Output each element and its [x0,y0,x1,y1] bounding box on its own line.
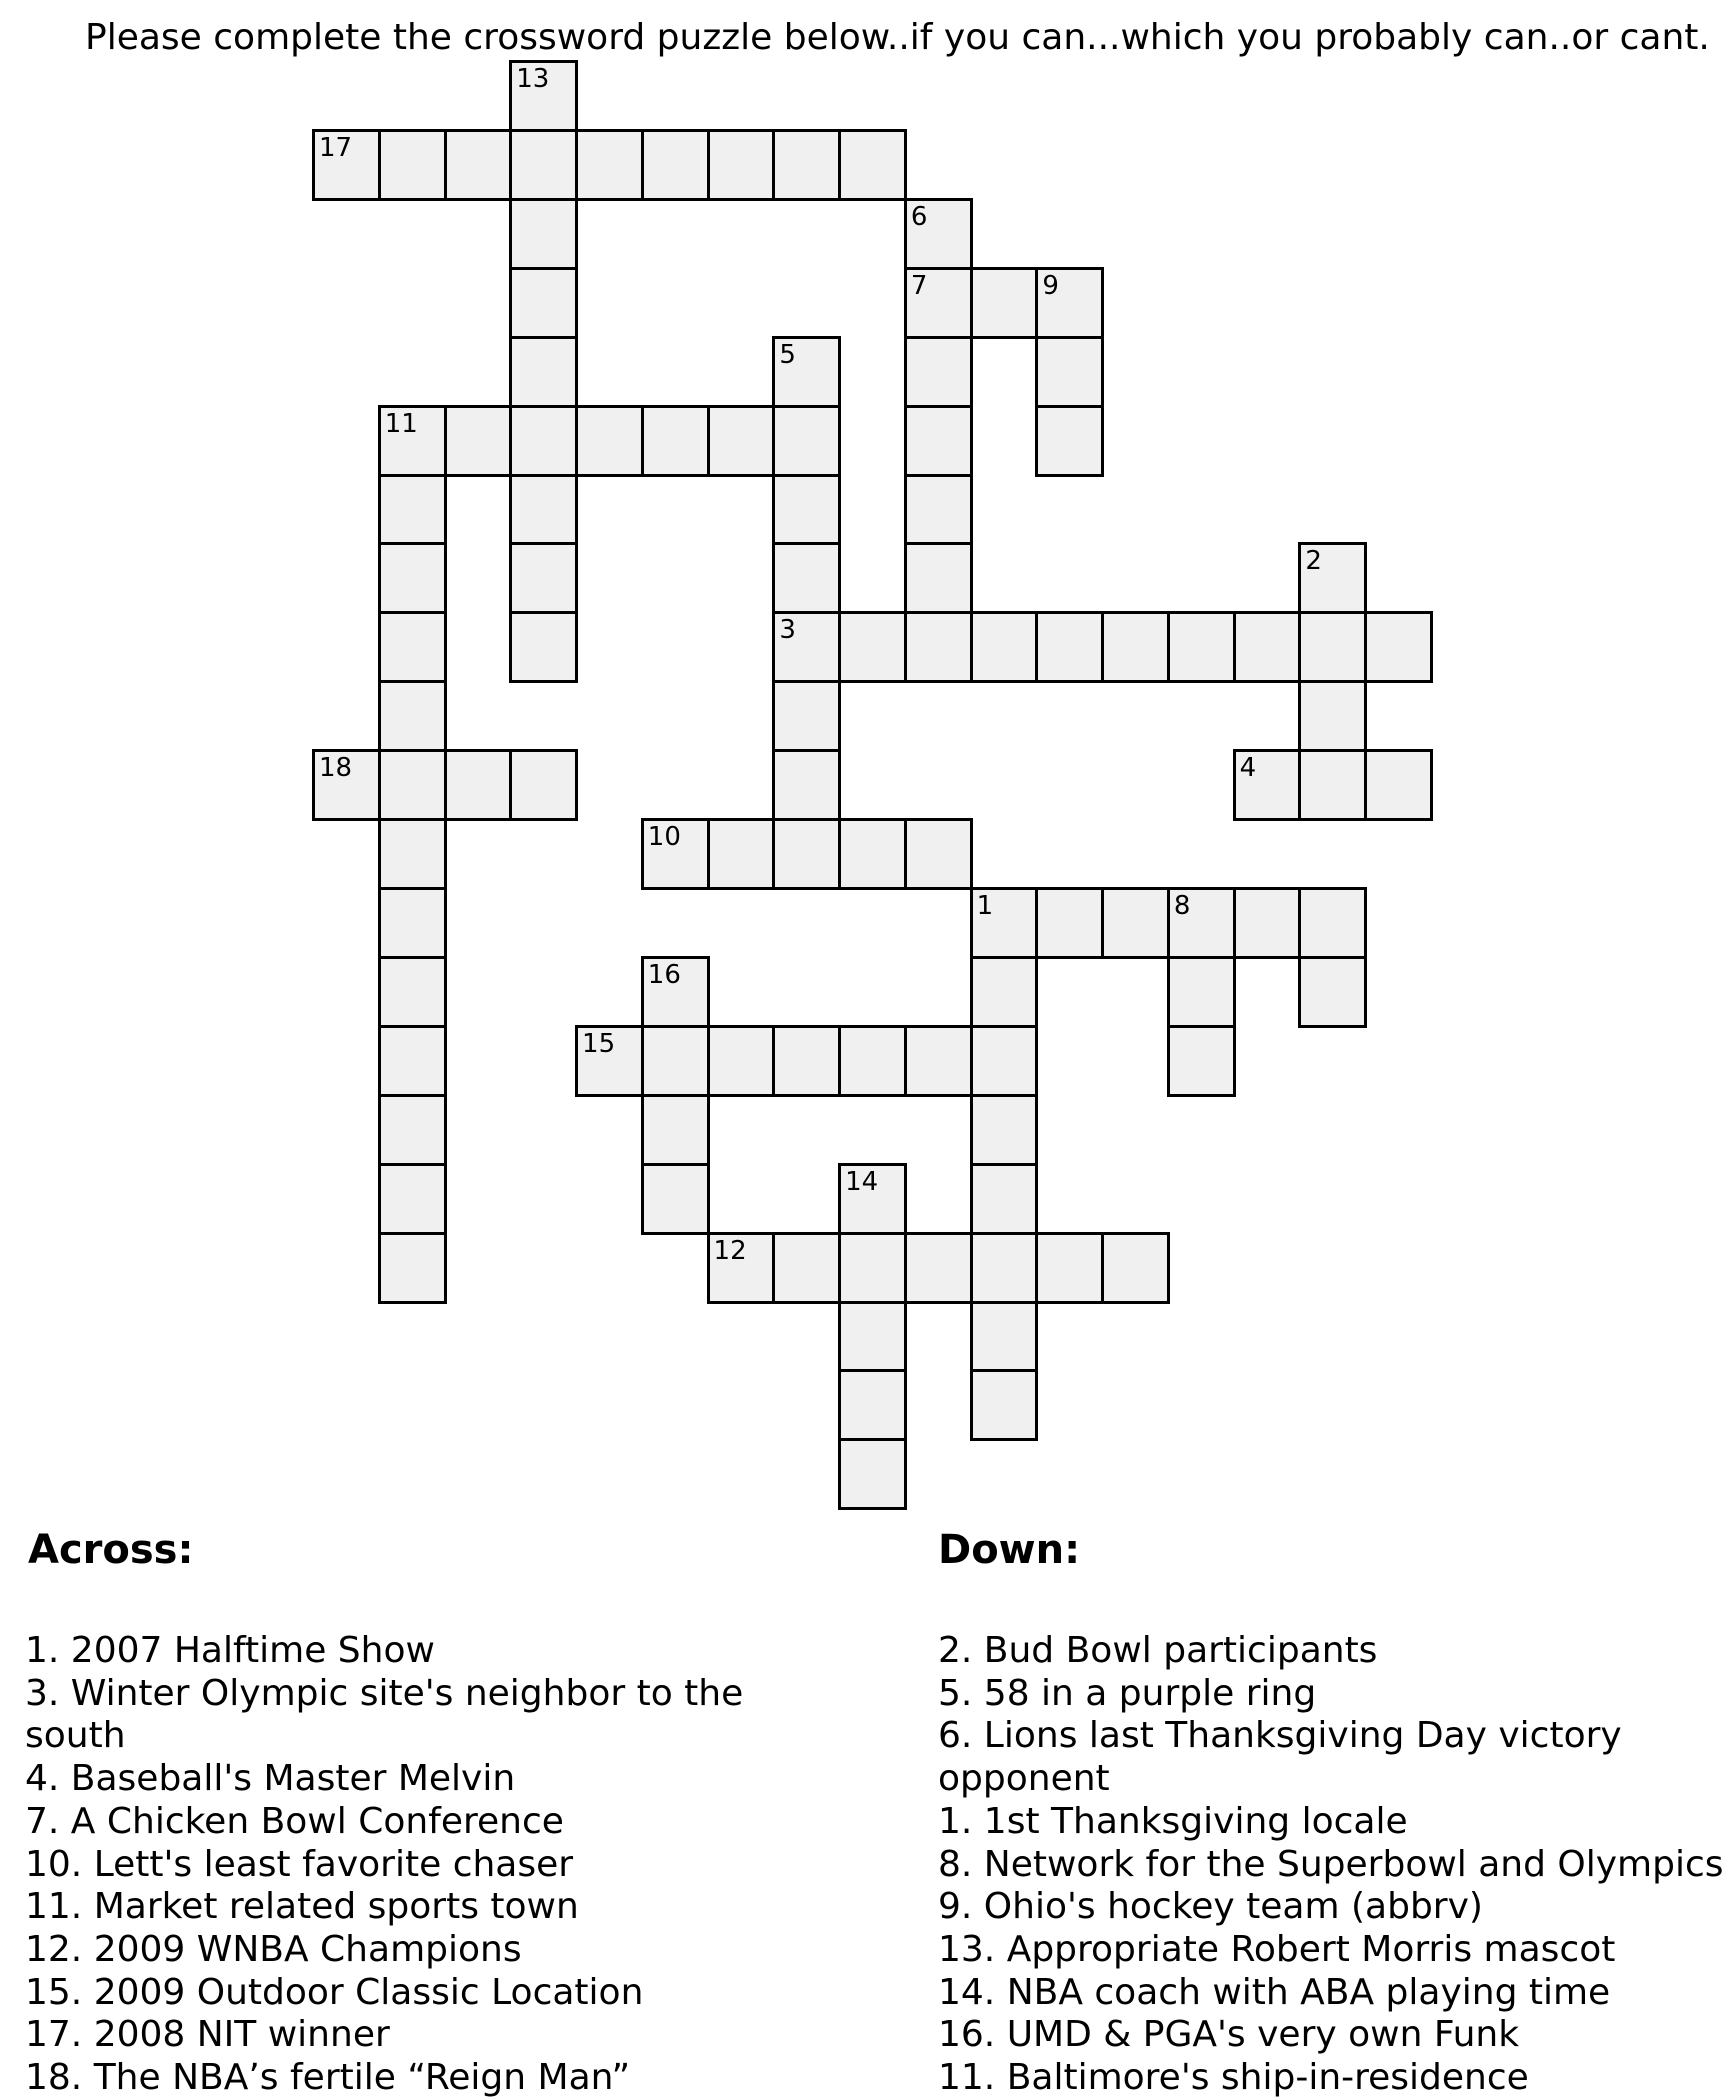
grid-cell[interactable] [772,1025,841,1097]
grid-cell[interactable] [378,956,447,1028]
grid-cell[interactable] [707,1025,776,1097]
grid-cell[interactable] [1101,611,1170,683]
cell-number: 10 [647,822,681,853]
cell-number: 1 [976,891,994,922]
down-clue-list [938,1630,1731,2100]
grid-cell[interactable] [838,818,907,890]
grid-cell[interactable] [641,1163,710,1235]
grid-cell[interactable] [378,887,447,959]
grid-cell[interactable] [772,611,841,683]
grid-cell[interactable] [838,1438,907,1510]
down-clue: 16. UMD & PGA's very own Funk [938,2014,1520,2056]
grid-cell[interactable] [378,680,447,752]
across-clue: 1. 2007 Halftime Show [25,1630,435,1671]
grid-cell[interactable] [444,129,513,201]
grid-cell[interactable] [1167,887,1236,959]
across-clue: 12. 2009 WNBA Champions [25,1928,522,1970]
grid-cell[interactable] [1233,887,1302,959]
cell-number: 9 [1042,270,1059,301]
grid-cell[interactable] [1167,611,1236,683]
grid-cell[interactable] [772,1232,841,1304]
grid-cell[interactable] [904,405,973,477]
down-clue: 8. Network for the Superbowl and Olympics [938,1843,1724,1885]
grid-cell[interactable] [1233,611,1302,683]
cell-number: 4 [1239,753,1257,784]
grid-cell[interactable] [509,542,578,614]
grid-cell[interactable] [707,405,776,477]
grid-cell[interactable] [378,474,447,546]
grid-cell[interactable] [838,1232,907,1304]
grid-cell[interactable] [772,336,841,408]
grid-cell[interactable] [1364,611,1433,683]
grid-cell[interactable] [707,129,776,201]
grid-cell[interactable] [970,956,1039,1028]
down-clue: 11. Baltimore's ship-in-residence [938,2057,1529,2099]
down-clue: 1. 1st Thanksgiving locale [938,1800,1408,1842]
grid-cell[interactable] [904,474,973,546]
grid-cell[interactable] [378,129,447,201]
grid-cell[interactable] [1101,1232,1170,1304]
grid-cell[interactable] [641,956,710,1028]
grid-cell[interactable] [575,1025,644,1097]
cell-number: 5 [779,339,796,370]
grid-cell[interactable] [970,1025,1039,1097]
across-clue: 11. Market related sports town [25,1886,579,1928]
grid-cell[interactable] [509,129,578,201]
across-clue: 4. Baseball's Master Melvin [25,1758,516,1800]
cell-number: 17 [319,132,353,163]
grid-cell[interactable] [904,611,973,683]
grid-cell[interactable] [838,129,907,201]
across-clue: 3. Winter Olympic site's neighbor to the south [25,1672,744,1757]
grid-cell[interactable] [838,1301,907,1373]
cell-number: 3 [779,615,796,646]
grid-cell[interactable] [970,1301,1039,1373]
grid-cell[interactable] [904,1025,973,1097]
grid-cell[interactable] [1298,611,1367,683]
cell-number: 6 [910,201,928,232]
cell-number: 12 [713,1235,747,1266]
grid-cell[interactable] [509,474,578,546]
grid-cell[interactable] [575,405,644,477]
cell-number: 16 [647,959,681,990]
grid-cell[interactable] [378,1163,447,1235]
grid-cell[interactable] [838,1369,907,1441]
grid-cell[interactable] [1035,405,1104,477]
cell-number: 2 [1305,546,1322,577]
grid-cell[interactable] [1035,336,1104,408]
puzzle-title: Please complete the crossword puzzle below..if you can...which you probably can..or cant. [85,17,1710,58]
grid-cell[interactable] [312,129,381,201]
grid-cell[interactable] [707,1232,776,1304]
grid-cell[interactable] [378,818,447,890]
across-clue: 17. 2008 NIT winner [25,2014,390,2056]
down-heading: Down: [938,1527,1081,1573]
grid-cell[interactable] [904,336,973,408]
down-clue: 13. Appropriate Robert Morris mascot [938,1928,1616,1970]
grid-cell[interactable] [312,749,381,821]
grid-cell[interactable] [1167,956,1236,1028]
grid-cell[interactable] [509,611,578,683]
grid-cell[interactable] [1035,1232,1104,1304]
grid-cell[interactable] [641,1025,710,1097]
grid-cell[interactable] [904,1232,973,1304]
grid-cell[interactable] [444,749,513,821]
grid-cell[interactable] [378,542,447,614]
grid-cell[interactable] [838,1025,907,1097]
cell-number: 15 [582,1028,616,1059]
grid-cell[interactable] [707,818,776,890]
grid-cell[interactable] [772,542,841,614]
grid-cell[interactable] [509,336,578,408]
across-clue: 7. A Chicken Bowl Conference [25,1800,564,1842]
grid-cell[interactable] [1298,680,1367,752]
across-clue: 10. Lett's least favorite chaser [25,1843,574,1885]
cell-number: 7 [910,270,928,301]
grid-cell[interactable] [509,267,578,339]
grid-cell[interactable] [970,267,1039,339]
grid-cell[interactable] [1035,887,1104,959]
cell-number: 8 [1173,891,1191,922]
grid-cell[interactable] [772,680,841,752]
grid-cell[interactable] [772,749,841,821]
grid-cell[interactable] [970,1163,1039,1235]
grid-cell[interactable] [641,1094,710,1166]
grid-cell[interactable] [509,60,578,132]
grid-cell[interactable] [1167,1025,1236,1097]
grid-cell[interactable] [1233,749,1302,821]
cell-number: 13 [516,64,550,94]
grid-cell[interactable] [838,1163,907,1235]
grid-cell[interactable] [772,405,841,477]
grid-cell[interactable] [509,198,578,270]
grid-cell[interactable] [378,1025,447,1097]
grid-cell[interactable] [1035,267,1104,339]
grid-cell[interactable] [1298,956,1367,1028]
grid-cell[interactable] [772,129,841,201]
grid-cell[interactable] [378,749,447,821]
across-clue: 18. The NBA’s fertile “Reign Man” [25,2057,631,2099]
grid-cell[interactable] [970,887,1039,959]
grid-cell[interactable] [904,818,973,890]
grid-cell[interactable] [904,198,973,270]
down-clue: 14. NBA coach with ABA playing time [938,1971,1611,2013]
grid-cell[interactable] [641,405,710,477]
grid-cell[interactable] [509,405,578,477]
grid-cell[interactable] [378,405,447,477]
grid-cell[interactable] [970,1232,1039,1304]
grid-cell[interactable] [509,749,578,821]
grid-cell[interactable] [641,129,710,201]
grid-cell[interactable] [1298,749,1367,821]
down-clue: 9. Ohio's hockey team (abbrv) [938,1886,1483,1928]
down-clue: 2. Bud Bowl participants [938,1630,1378,1671]
grid-cell[interactable] [772,474,841,546]
grid-cell[interactable] [1298,542,1367,614]
grid-cell[interactable] [1035,611,1104,683]
grid-cell[interactable] [1364,749,1433,821]
across-clue: 15. 2009 Outdoor Classic Location [25,1971,644,2013]
grid-cell[interactable] [970,1094,1039,1166]
cell-number: 14 [845,1166,879,1197]
grid-cell[interactable] [575,129,644,201]
grid-cell[interactable] [970,1369,1039,1441]
grid-cell[interactable] [641,818,710,890]
grid-cell[interactable] [378,1232,447,1304]
grid-cell[interactable] [1101,887,1170,959]
cell-number: 18 [319,753,353,784]
down-clue: 5. 58 in a purple ring [938,1672,1317,1714]
cell-number: 11 [384,408,418,439]
grid-cell[interactable] [904,542,973,614]
grid-cell[interactable] [1298,887,1367,959]
across-clue-list [25,1630,805,2100]
grid-cell[interactable] [444,405,513,477]
grid-cell[interactable] [378,1094,447,1166]
grid-cell[interactable] [904,267,973,339]
grid-cell[interactable] [772,818,841,890]
across-heading: Across: [28,1527,194,1573]
grid-cell[interactable] [838,611,907,683]
down-clue: 6. Lions last Thanksgiving Day victory opponent [938,1715,1622,1800]
grid-cell[interactable] [970,611,1039,683]
grid-cell[interactable] [378,611,447,683]
